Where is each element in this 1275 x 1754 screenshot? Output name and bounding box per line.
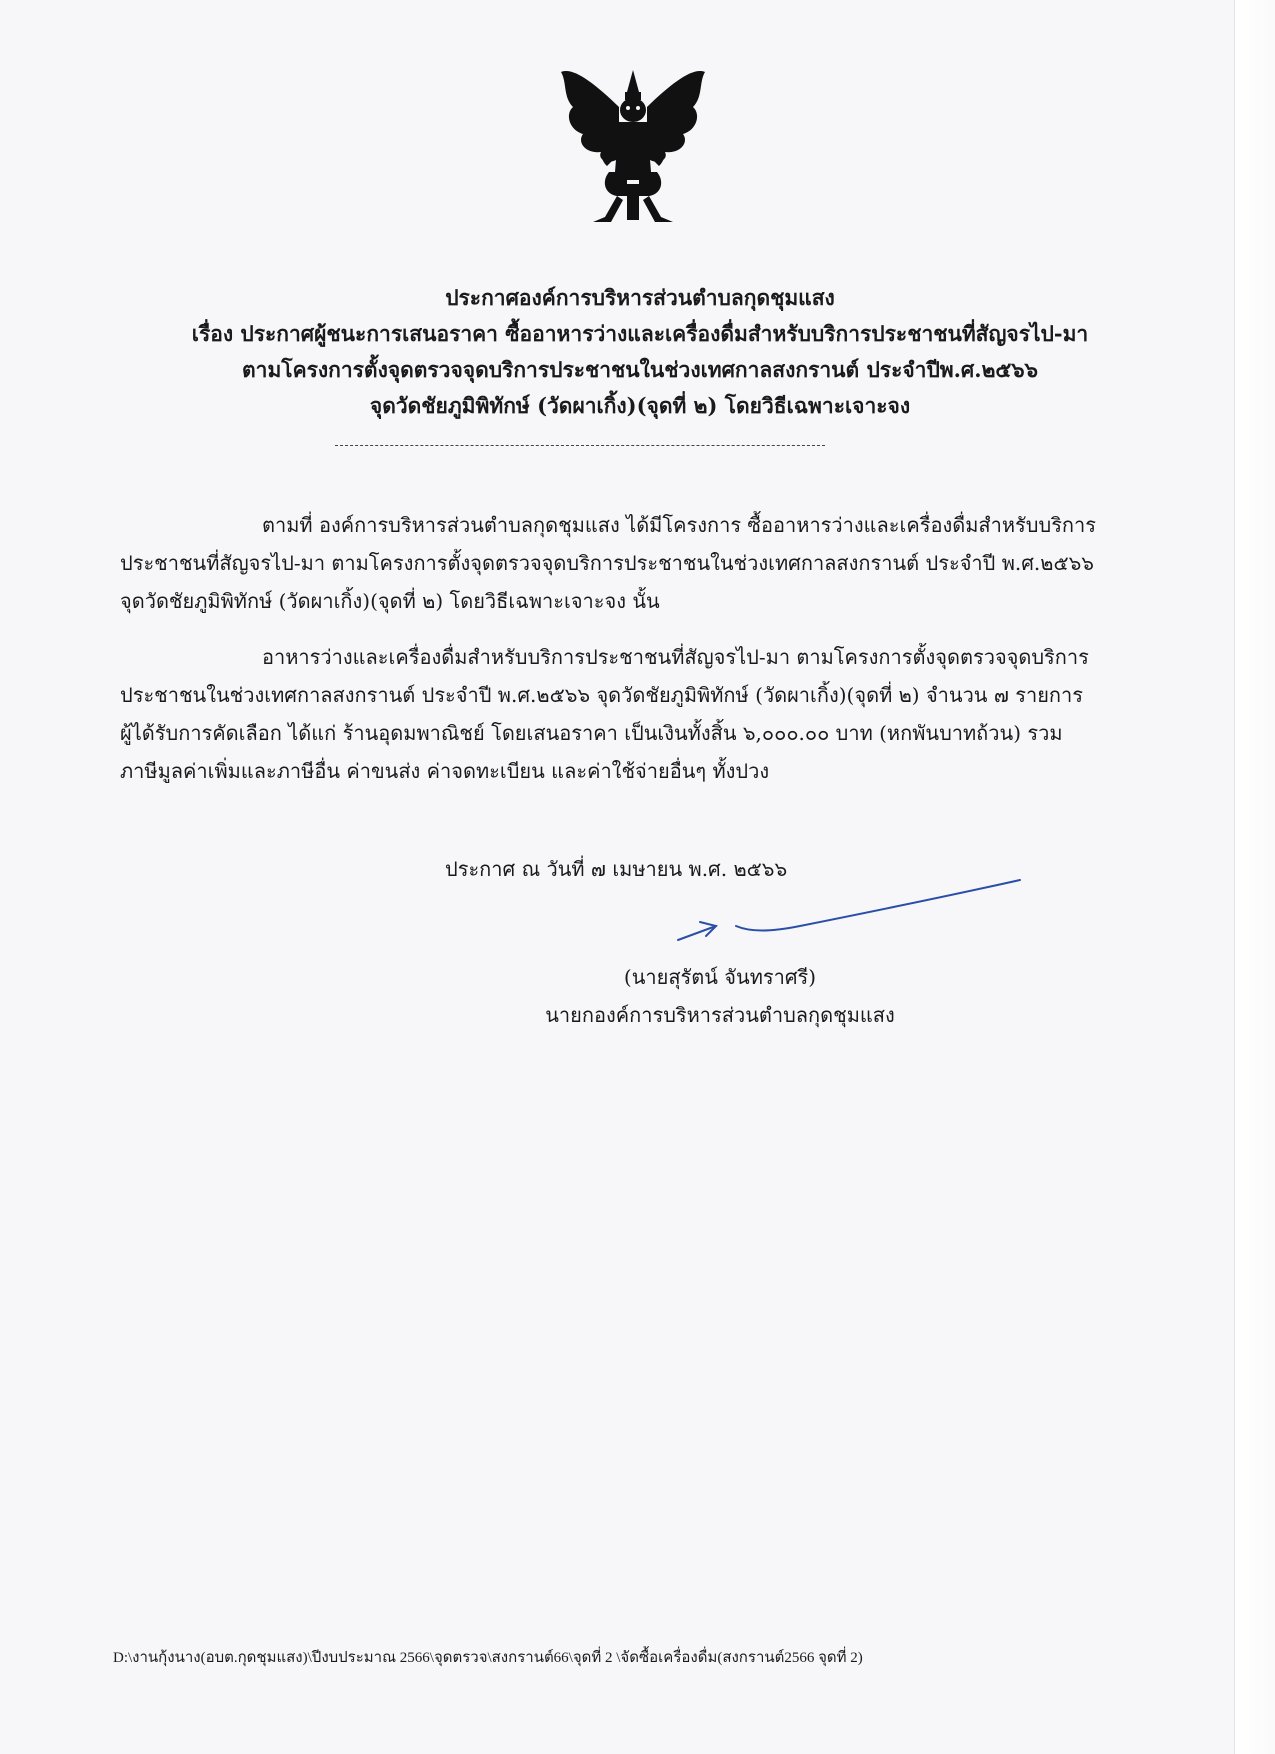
paragraph-2-line-2: ประชาชนในช่วงเทศกาลสงกรานต์ ประจำปี พ.ศ.๒๕๖๖ จุดวัดชัยภูมิพิทักษ์ (วัดผาเกิ้ง)(จุดที่ ๒) จำนวน ๗ รายการ (120, 683, 1083, 707)
title-line-1: ประกาศองค์การบริหารส่วนตำบลกุดชุมแสง (445, 285, 835, 310)
title-line-3: ตามโครงการตั้งจุดตรวจจุดบริการประชาชนในช่วงเทศกาลสงกรานต์ ประจำปีพ.ศ.๒๕๖๖ (242, 357, 1038, 382)
title-line-4: จุดวัดชัยภูมิพิทักษ์ (วัดผาเกิ้ง)(จุดที่ ๒) โดยวิธีเฉพาะเจาะจง (369, 393, 911, 418)
signer-block (520, 958, 920, 1034)
announcement-date: ประกาศ ณ วันที่ ๗ เมษายน พ.ศ. ๒๕๖๖ (445, 857, 788, 881)
signer-name: (นายสุรัตน์ จันทราศรี) (623, 965, 817, 989)
paragraph-2 (120, 638, 1152, 790)
paragraph-1-line-3: จุดวัดชัยภูมิพิทักษ์ (วัดผาเกิ้ง)(จุดที่ ๒) โดยวิธีเฉพาะเจาะจง นั้น (120, 589, 660, 613)
title-divider (335, 445, 825, 446)
paragraph-1 (120, 506, 1152, 620)
page-edge (1234, 0, 1275, 1754)
garuda-emblem-icon (553, 62, 713, 232)
paragraph-2-line-1: อาหารว่างและเครื่องดื่มสำหรับบริการประชาชนที่สัญจรไป-มา ตามโครงการตั้งจุดตรวจจุดบริการ (262, 645, 1089, 669)
paragraph-1-line-2: ประชาชนที่สัญจรไป-มา ตามโครงการตั้งจุดตรวจจุดบริการประชาชนในช่วงเทศกาลสงกรานต์ ประจำปี พ.ศ.๒๕๖๖ (120, 551, 1094, 575)
paragraph-2-line-4: ภาษีมูลค่าเพิ่มและภาษีอื่น ค่าขนส่ง ค่าจดทะเบียน และค่าใช้จ่ายอื่นๆ ทั้งปวง (120, 759, 770, 783)
title-line-2: เรื่อง ประกาศผู้ชนะการเสนอราคา ซื้ออาหารว่างและเครื่องดื่มสำหรับบริการประชาชนที่สัญจรไป-มา (191, 321, 1089, 346)
paragraph-2-line-3: ผู้ได้รับการคัดเลือก ได้แก่ ร้านอุดมพาณิชย์ โดยเสนอราคา เป็นเงินทั้งสิ้น ๖,๐๐๐.๐๐ บาท (หกพันบาทถ้วน) รวม (120, 721, 1063, 745)
signer-position: นายกองค์การบริหารส่วนตำบลกุดชุมแสง (545, 1003, 895, 1027)
paragraph-1-line-1: ตามที่ องค์การบริหารส่วนตำบลกุดชุมแสง ได้มีโครงการ ซื้ออาหารว่างและเครื่องดื่มสำหรับบริการ (262, 513, 1097, 537)
file-path-footer: D:\งานกุ้งนาง(อบต.กุดชุมแสง)\ปีงบประมาณ 2566\จุดตรวจ\สงกรานต์66\จุดที่ 2 \จัดซื้อเครื่องดื่ม(สงกรานต์2566 จุดที่ 2) (113, 1650, 863, 1666)
handwritten-signature (670, 870, 1030, 950)
document-title (130, 280, 1150, 424)
